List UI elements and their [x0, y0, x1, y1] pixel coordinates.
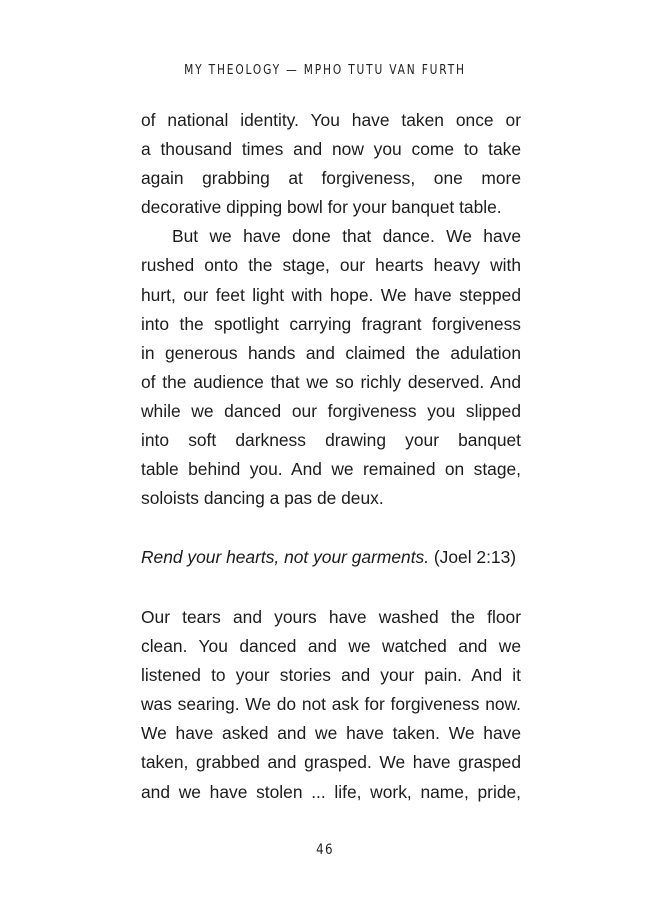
scripture-quote [141, 543, 526, 572]
text-line: decorative dipping bowl for your banquet table. [141, 197, 502, 218]
body-text-block-2 [141, 603, 521, 807]
running-head: MY THEOLOGY — MPHO TUTU VAN FURTH [184, 63, 466, 78]
text-line: while we danced our forgiveness you slipped [141, 400, 521, 421]
page-number: 46 [316, 842, 334, 858]
text-line: table behind you. And we remained on stage, [141, 459, 521, 480]
quote-citation: (Joel 2:13) [429, 547, 517, 567]
text-line: rushed onto the stage, our hearts heavy with [141, 255, 521, 276]
text-line: was searing. We do not ask for forgiveness now. [141, 694, 521, 715]
quote-text: Rend your hearts, not your garments. [141, 547, 430, 567]
text-line: taken, grabbed and grasped. We have grasped [141, 752, 521, 773]
text-line: of national identity. You have taken once or [141, 110, 521, 130]
text-line: a thousand times and now you come to take [141, 139, 521, 160]
text-line: into the spotlight carrying fragrant forgiveness [141, 313, 521, 334]
text-line: of the audience that we so richly deserved. And [141, 371, 521, 392]
text-line: in generous hands and claimed the adulation [141, 342, 521, 363]
text-line: We have asked and we have taken. We have [141, 723, 521, 744]
text-line: again grabbing at forgiveness, one more [141, 168, 521, 189]
text-line: Our tears and yours have washed the floor [141, 607, 521, 627]
text-line: into soft darkness drawing your banquet [141, 430, 521, 451]
text-line: listened to your stories and your pain. And it [141, 665, 521, 686]
body-text-block-1 [141, 106, 521, 513]
text-line: and we have stolen ... life, work, name, pride, [141, 781, 521, 802]
text-line: soloists dancing a pas de deux. [141, 488, 384, 509]
text-line: But we have done that dance. We have [172, 226, 521, 247]
text-line: hurt, our feet light with hope. We have stepped [141, 284, 521, 305]
text-line: clean. You danced and we watched and we [141, 636, 521, 657]
